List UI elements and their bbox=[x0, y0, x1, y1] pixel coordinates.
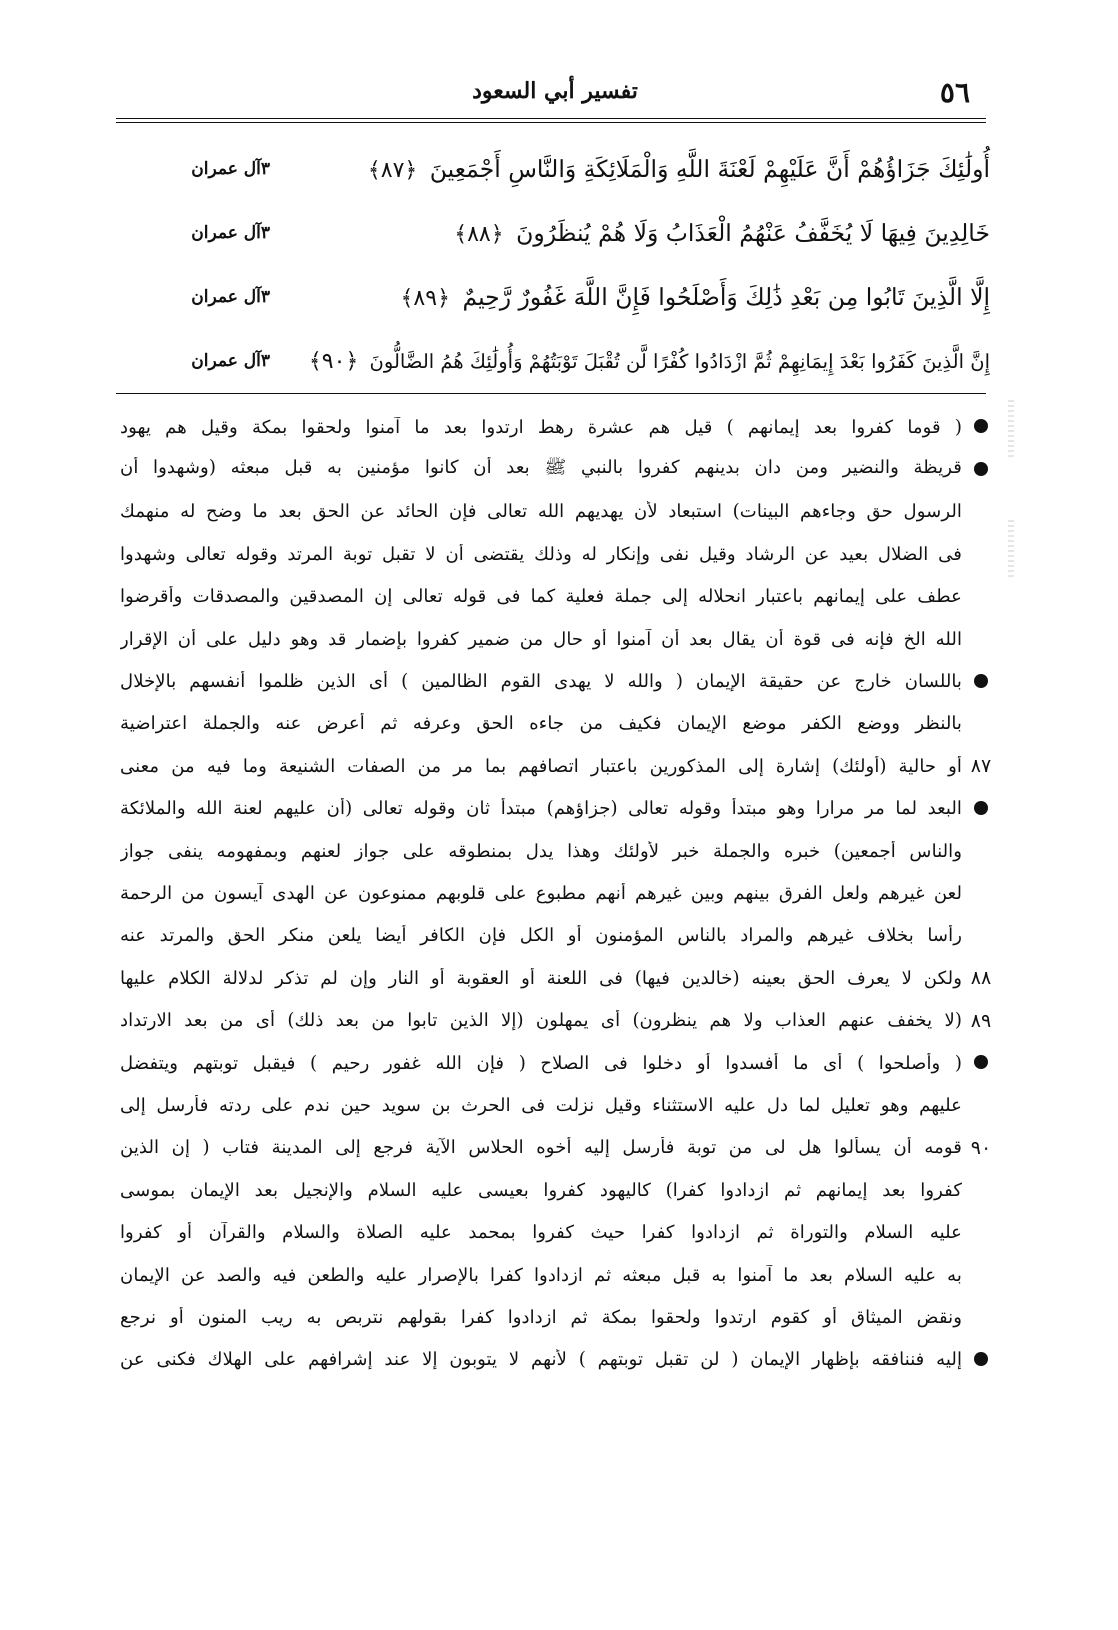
commentary-line bbox=[120, 872, 1000, 914]
commentary-line bbox=[120, 703, 1000, 745]
scan-artifact bbox=[1008, 400, 1014, 460]
verse-number: ﴿٨٨﴾ bbox=[454, 222, 504, 247]
verse-reference: ٣آل عمران bbox=[191, 287, 270, 307]
commentary-line-text: لعن غيرهم ولعل الفرق بينهم وبين غيرهم أنهم مطبوع على قلوبهم ممنوعون عن الهدى آيسون من الرحمة bbox=[120, 882, 962, 904]
commentary-line bbox=[120, 1254, 1000, 1296]
commentary-line-text: عطف على إيمانهم باعتبار انحلاله إلى جملة فعلية كما فى قوله تعالى إن المصدقين والمصدقات وأقرضوا bbox=[120, 586, 962, 608]
verse-reference: ٣آل عمران bbox=[191, 159, 270, 179]
commentary-line bbox=[120, 491, 1000, 533]
verse-words: إِنَّ الَّذِينَ كَفَرُوا بَعْدَ إِيمَانِهِمْ ثُمَّ ازْدَادُوا كُفْرًا لَّن تُقْبَلَ تَوْبَتُهُمْ وَأُولَٰئِكَ هُمُ الضَّالُّونَ bbox=[369, 349, 990, 373]
verse-text bbox=[300, 219, 990, 247]
header-rule-bottom bbox=[116, 122, 986, 123]
commentary-line bbox=[120, 957, 1000, 999]
commentary-line-text: قريظة والنضير ومن دان بدينهم كفروا بالنبي ﷺ بعد أن كانوا مؤمنين به قبل مبعثه (وشهدوا أن bbox=[120, 456, 962, 478]
commentary-line bbox=[120, 788, 1000, 830]
verse-marker-number: ٨٧ bbox=[970, 755, 992, 778]
commentary-line bbox=[120, 915, 1000, 957]
commentary-line-text: رأسا بخلاف غيرهم والمراد بالناس المؤمنون أو الكل فإن الكافر أيضا يلعن منكر الحق والمرتد عنه bbox=[120, 925, 962, 947]
bullet-dot bbox=[974, 462, 988, 476]
commentary-line-text: (لا يخفف عنهم العذاب ولا هم ينظرون) أى يمهلون (إلا الذين تابوا من بعد ذلك) أى من بعد الارتداد bbox=[120, 1010, 962, 1032]
commentary-line bbox=[120, 448, 1000, 490]
commentary-line bbox=[120, 576, 1000, 618]
commentary-line-text: قومه أن يسألوا هل لى من توبة فأرسل إليه أخوه الحلاس الآية فرجع إلى المدينة فتاب ( إن الذين bbox=[120, 1137, 962, 1159]
commentary-line bbox=[120, 1296, 1000, 1338]
commentary-line-text: ( وأصلحوا ) أى ما أفسدوا أو دخلوا فى الصلاح ( فإن الله غفور رحيم ) فيقبل توبتهم ويتفضل bbox=[120, 1052, 962, 1074]
quran-verses bbox=[120, 137, 990, 393]
commentary-line bbox=[120, 830, 1000, 872]
verse-text bbox=[300, 283, 990, 311]
verse-marker-number: ٨٨ bbox=[970, 967, 992, 990]
commentary-line bbox=[120, 1042, 1000, 1084]
verse-row bbox=[120, 265, 990, 329]
verse-words: خَالِدِينَ فِيهَا لَا يُخَفَّفُ عَنْهُمُ الْعَذَابُ وَلَا هُمْ يُنظَرُونَ bbox=[516, 219, 990, 247]
commentary-line bbox=[120, 406, 1000, 448]
verse-row bbox=[120, 201, 990, 265]
commentary-line bbox=[120, 745, 1000, 787]
verse-marker-number: ٨٩ bbox=[970, 1009, 992, 1032]
bullet-icon bbox=[962, 1052, 1000, 1074]
commentary-line-text: به عليه السلام بعد ما آمنوا به قبل مبعثه ثم ازدادوا كفرا بالإصرار عليه والطعن فيه والصد عن الإيمان bbox=[120, 1264, 962, 1286]
verse-number: ﴿٨٧﴾ bbox=[367, 158, 418, 183]
verse-row bbox=[120, 137, 990, 201]
bullet-icon bbox=[962, 1349, 1000, 1371]
bullet-dot bbox=[974, 674, 988, 688]
bullet-dot bbox=[974, 801, 988, 815]
header-rule-top bbox=[116, 118, 986, 119]
commentary-line bbox=[120, 1339, 1000, 1381]
bullet-icon bbox=[962, 459, 1000, 481]
verse-words: أُولَٰئِكَ جَزَاؤُهُمْ أَنَّ عَلَيْهِمْ لَعْنَةَ اللَّهِ وَالْمَلَائِكَةِ وَالنَّاسِ أَجْمَعِينَ bbox=[429, 155, 990, 183]
bullet-dot bbox=[974, 419, 988, 433]
commentary-line-text: أو حالية (أولئك) إشارة إلى المذكورين باعتبار اتصافهم بما مر من الصفات الشنيعة وما فيه من معنى bbox=[120, 755, 962, 777]
bullet-icon bbox=[962, 416, 1000, 438]
bullet-dot bbox=[974, 1055, 988, 1069]
verse-marker-number: ٩٠ bbox=[970, 1136, 992, 1159]
commentary-line-text: عليهم وهو تعليل لما دل عليه الاستثناء وقيل نزلت فى الحرث بن سويد حين ندم على ردته فأرسل إلى bbox=[120, 1094, 962, 1116]
verse-text bbox=[300, 155, 990, 183]
commentary-line-text: بالنظر ووضع الكفر موضع الإيمان فكيف من جاءه الحق وعرفه ثم أعرض عنه والجملة اعتراضية bbox=[120, 713, 962, 735]
verse-number: ﴿٩٠﴾ bbox=[308, 348, 359, 374]
commentary-line-text: فى الضلال بعيد عن الرشاد وقيل نفى وإنكار له وذلك يقتضى أن لا تقبل توبة المرتد وقوله تعالى وشهدوا bbox=[120, 543, 962, 565]
verse-reference: ٣آل عمران bbox=[191, 223, 270, 243]
verse-text bbox=[300, 349, 990, 374]
commentary-line bbox=[120, 1127, 1000, 1169]
commentary-line-text: كفروا بعد إيمانهم ثم ازدادوا كفرا) كاليهود كفروا بعيسى عليه السلام والإنجيل بعد الإيمان بموسى bbox=[120, 1179, 962, 1201]
bullet-dot bbox=[974, 1352, 988, 1366]
commentary-line-text: ولكن لا يعرف الحق بعينه (خالدين فيها) فى اللعنة أو العقوبة أو النار وإن لم تذكر لدلالة الكلام عليها bbox=[120, 967, 962, 989]
verse-words: إِلَّا الَّذِينَ تَابُوا مِن بَعْدِ ذَٰلِكَ وَأَصْلَحُوا فَإِنَّ اللَّهَ غَفُورٌ رَّحِيمٌ bbox=[462, 283, 990, 311]
bullet-icon bbox=[962, 671, 1000, 693]
page-header bbox=[140, 70, 970, 110]
commentary-line bbox=[120, 1169, 1000, 1211]
commentary-line bbox=[120, 1211, 1000, 1253]
verses-separator-rule bbox=[116, 393, 986, 394]
verse-reference: ٣آل عمران bbox=[191, 351, 270, 371]
commentary-line-text: باللسان خارج عن حقيقة الإيمان ( والله لا يهدى القوم الظالمين ) أى الذين ظلموا أنفسهم بالإخلال bbox=[120, 671, 962, 693]
commentary-line-text: ( قوما كفروا بعد إيمانهم ) قيل هم عشرة رهط ارتدوا بعد ما آمنوا ولحقوا بمكة وقيل هم يهود bbox=[120, 416, 962, 438]
commentary-line-text: الله الخ فإنه فى قوة أن يقال بعد أن آمنوا أو حال من ضمير كفروا بإضمار قد وهو دليل على أن الإقرار bbox=[120, 628, 962, 650]
commentary-line bbox=[120, 533, 1000, 575]
commentary-line-text: إليه فننافقه بإظهار الإيمان ( لن تقبل توبتهم ) لأنهم لا يتوبون إلا عند إشرافهم على الهلاك فكنى عن bbox=[120, 1349, 962, 1371]
running-title: تفسير أبي السعود bbox=[472, 78, 638, 104]
commentary-line-text: الرسول حق وجاءهم البينات) استبعاد لأن يهديهم الله تعالى فإن الحائد عن الحق بعد ما وضح له منهمك bbox=[120, 501, 962, 523]
commentary-line-text: ونقض الميثاق أو كقوم ارتدوا ولحقوا بمكة ثم ازدادوا كفرا بقولهم نتربص به ريب المنون أو نرجع bbox=[120, 1306, 962, 1328]
commentary-line-text: البعد لما مر مرارا وهو مبتدأ وقوله تعالى (جزاؤهم) مبتدأ ثان وقوله تعالى (أن عليهم لعنة الله والملائكة bbox=[120, 798, 962, 820]
scan-artifact bbox=[1008, 520, 1014, 580]
commentary-line bbox=[120, 618, 1000, 660]
commentary-line bbox=[120, 1084, 1000, 1126]
commentary-line bbox=[120, 660, 1000, 702]
commentary-line bbox=[120, 999, 1000, 1041]
commentary-line-text: والناس أجمعين) خبره والجملة خبر لأولئك وهذا يدل بمنطوقه على جواز لعنهم وبمفهومه ينفى جواز bbox=[120, 840, 962, 862]
verse-number: ﴿٨٩﴾ bbox=[400, 286, 450, 311]
commentary-line-text: عليه السلام والتوراة ثم ازدادوا كفرا حيث كفروا بمحمد عليه الصلاة والسلام والقرآن أو كفروا bbox=[120, 1222, 962, 1244]
commentary-text bbox=[120, 406, 1000, 1381]
page-number: ٥٦ bbox=[939, 76, 970, 109]
verse-row bbox=[120, 329, 990, 393]
bullet-icon bbox=[962, 798, 1000, 820]
